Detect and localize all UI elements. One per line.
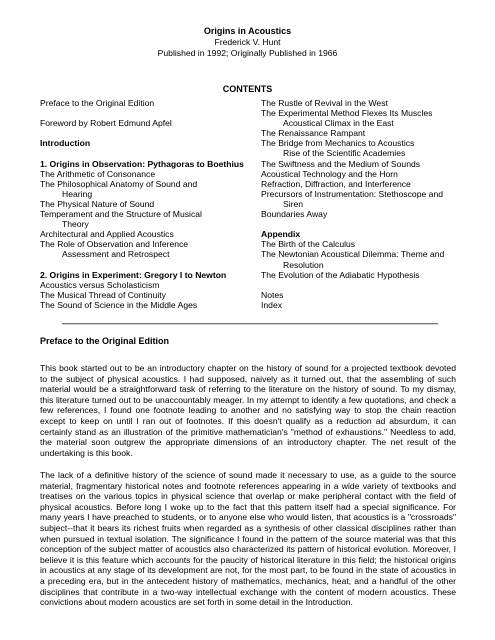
preface-heading: Preface to the Original Edition [40,336,170,346]
toc-section-heading: Appendix [261,229,301,240]
toc-entry: Acoustics versus Scholasticism [40,279,160,290]
toc-spacer [261,280,481,290]
toc-entry: The Experimental Method Flexes Its Muscles [261,108,433,119]
toc-left-column [40,98,260,310]
toc-entry: The Role of Observation and Inference [40,239,189,250]
book-title: Origins in Acoustics [203,26,292,36]
toc-entry: Siren [283,198,304,209]
toc-entry: The Swiftness and the Medium of Sounds [261,158,421,169]
toc-entry: Rise of the Scientific Academies [283,148,406,159]
toc-spacer [40,260,260,270]
toc-entry: The Arithmetic of Consonance [40,168,156,179]
toc-entry: The Bridge from Mechanics to Acoustics [261,138,415,149]
toc-entry: The Renaissance Rampant [261,128,366,139]
toc-entry: Notes [261,289,284,300]
section-divider [62,323,438,325]
toc-entry: The Evolution of the Adiabatic Hypothesis [261,269,420,280]
publication-info: Published in 1992; Originally Published in 1966 [157,48,338,58]
toc-entry: Index [261,299,283,310]
toc-section-heading: 1. Origins in Observation: Pythagoras to Boethius [40,158,244,169]
toc-entry: The Sound of Science in the Middle Ages [40,299,198,310]
toc-spacer [40,128,260,138]
toc-entry: Assessment and Retrospect [62,249,170,260]
toc-entry: The Physical Nature of Sound [40,198,155,209]
toc-entry: Theory [62,219,89,230]
toc-entry: Temperament and the Structure of Musical [40,209,202,220]
toc-section-heading: Introduction [40,138,91,149]
contents-heading: CONTENTS [222,84,273,94]
toc-entry: The Newtonian Acoustical Dilemma: Theme and [261,249,445,260]
toc-entry: Acoustical Climax in the East [283,118,394,129]
preface-paragraph-1: This book started out to be an introductory chapter on the history of sound for a projected textbook devoted to the subject of physical acoustics. I had supposed, naively as it turned out, that the assembling of such material would be a straightforward task of referring to the literature on the history of sound. To my dismay, this literature turned out to be unaccountably meager. In my attempt to identify a few quotations, and check a few references, I found one footnote leading to another and no satisfying way to stop the chain reaction except to keep on until I ran out of footnotes. If this doesn't qualify as a reduction ad absurdum, it can certainly stand as an illustration of the primitive mathematician's "method of exhaustions." Needless to add, the material soon outgrew the appropriate dimensions of an introductory chapter. The net result of the undertaking is this book. [40,363,456,458]
preface-paragraph-2: The lack of a definitive history of the science of sound made it necessary to use, as a guide to the source material, fragmentary historical notes and footnote references appearing in a wide variety of textbooks and treatises on the various topics in physical science that overlap or make peripheral contact with the field of physical acoustics. Before long I woke up to the fact that this pattern itself had a special significance. For many years I have preached to students, or to anyone else who would listen, that acoustics is a "crossroads" subject--that it bears its richest fruits when regarded as a synthesis of other classical disciplines rather than when pursued in textual isolation. The significance I found in the pattern of the source material was that this conception of the subject matter of acoustics also characterized its pattern of historical evolution. Moreover, I believe it is this feature which accounts for the paucity of historical literature in this field; the historical origins in acoustics at any stage of its development are not, for the most part, to be found in the state of acoustics in a preceding era, but in the antecedent history of mathematics, mechanics, heat, and a handful of the other disciplines that contribute in a two-way intellectual exchange with the content of modern acoustics. These convictions about modern acoustics are set forth in some detail in the Introduction. [40,470,456,608]
toc-entry: The Rustle of Revival in the West [261,98,388,108]
title-block [0,26,495,59]
toc-spacer [261,219,481,229]
toc-entry: The Birth of the Calculus [261,239,356,250]
toc-entry: Preface to the Original Edition [40,98,155,108]
book-author: Frederick V. Hunt [214,37,281,47]
toc-section-heading: 2. Origins in Experiment: Gregory I to Newton [40,269,227,280]
toc-entry: Foreword by Robert Edmund Apfel [40,118,172,129]
toc-entry: Precursors of Instrumentation: Stethoscope and [261,188,444,199]
toc-entry: Boundaries Away [261,209,328,220]
toc-spacer [40,108,260,118]
toc-entry: Hearing [62,188,93,199]
toc-entry: Architectural and Applied Acoustics [40,229,174,240]
toc-entry: Acoustical Technology and the Horn [261,168,398,179]
toc-entry: Resolution [283,259,324,270]
toc-spacer [40,148,260,158]
toc-entry: Refraction, Diffraction, and Interference [261,178,411,189]
toc-right-column [261,98,481,310]
toc-entry: The Musical Thread of Continuity [40,289,166,300]
toc-entry: The Philosophical Anatomy of Sound and [40,178,198,189]
